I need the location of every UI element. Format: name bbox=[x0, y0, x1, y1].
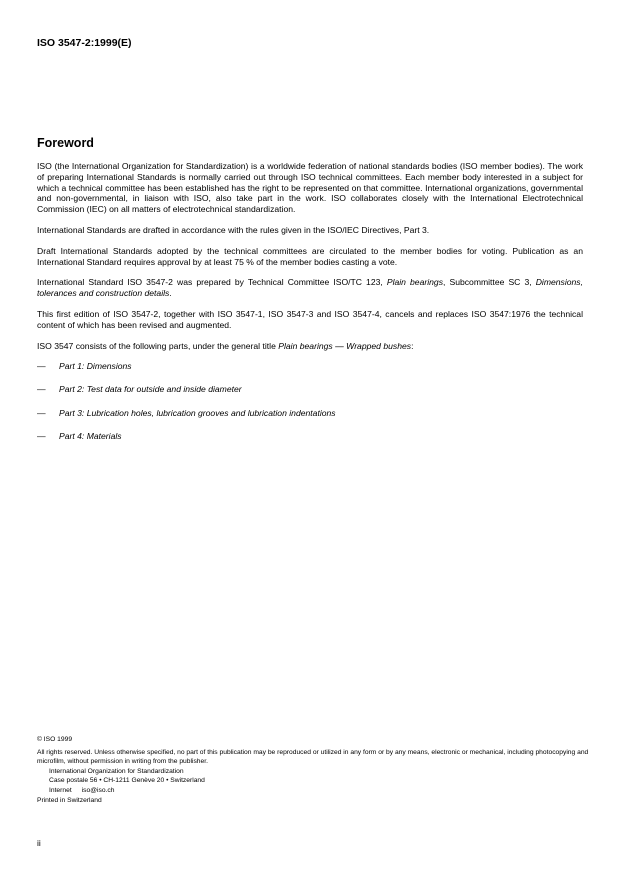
part-label: Part 2: Test data for outside and inside diameter bbox=[59, 384, 242, 395]
list-item bbox=[37, 384, 583, 395]
page-number: ii bbox=[37, 838, 41, 848]
paragraph-iso-overview: ISO (the International Organization for Standardization) is a worldwide federation of national standards bodies (ISO member bodies). The work of preparing International Standards is normally carried out through ISO technical committees. Each member body interested in a subject for which a technical committee has been established has the right to be represented on that committee. International organizations, governmental and non-governmental, in liaison with ISO, also take part in the work. ISO collaborates closely with the International Electrotechnical Commission (IEC) on all matters of electrotechnical standardization. bbox=[37, 161, 583, 215]
paragraph-edition: This first edition of ISO 3547-2, together with ISO 3547-1, ISO 3547-3 and ISO 3547-4, cancels and replaces ISO 3547:1976 the technical content of which has been revised and augmented. bbox=[37, 308, 583, 330]
email-address: iso@iso.ch bbox=[81, 786, 115, 794]
list-item bbox=[37, 431, 583, 442]
prepared-by-text: International Standard ISO 3547-2 was prepared by Technical Committee ISO/TC 123, bbox=[37, 277, 387, 288]
em-dash-bullet: — bbox=[37, 430, 46, 441]
part-label: Part 4: Materials bbox=[59, 430, 122, 441]
copyright-footer bbox=[37, 735, 597, 805]
list-item bbox=[37, 408, 583, 419]
rights-statement: All rights reserved. Unless otherwise specified, no part of this publication may be reproduced or utilized in any form or by any means, electronic or mechanical, including photocopying and microfilm, without permission in writing from the publisher. bbox=[37, 748, 589, 766]
postal-address: Case postale 56 • CH-1211 Genève 20 • Switzerland bbox=[49, 777, 205, 785]
copyright-line: © ISO 1999 bbox=[37, 736, 73, 743]
subcommittee-title: Dimensions, tolerances and construction details bbox=[37, 277, 583, 299]
paragraph-parts-intro bbox=[37, 341, 583, 352]
colon: : bbox=[411, 340, 414, 351]
subcommittee-text: , Subcommittee SC 3, bbox=[443, 277, 536, 288]
paragraph-voting: Draft International Standards adopted by the technical committees are circulated to the member bodies for voting. Publication as an International Standard requires approval by at least 75 % of the member bodies casting a vote. bbox=[37, 245, 583, 267]
paragraph-prepared-by bbox=[37, 277, 583, 299]
part-label: Part 3: Lubrication holes, lubrication grooves and lubrication indentations bbox=[59, 407, 336, 418]
page-title: Foreword bbox=[37, 136, 94, 150]
organization-name: International Organization for Standardization bbox=[49, 767, 184, 775]
list-item bbox=[37, 361, 583, 372]
general-title: Plain bearings — Wrapped bushes bbox=[278, 340, 412, 351]
em-dash-bullet: — bbox=[37, 361, 46, 372]
committee-title: Plain bearings bbox=[386, 277, 443, 288]
paragraph-directives: International Standards are drafted in accordance with the rules given in the ISO/IEC Directives, Part 3. bbox=[37, 224, 430, 235]
parts-list bbox=[37, 361, 583, 441]
internet-contact bbox=[37, 786, 597, 796]
period: . bbox=[169, 288, 172, 299]
internet-label: Internet bbox=[49, 786, 72, 794]
printed-in: Printed in Switzerland bbox=[37, 796, 102, 804]
parts-intro-text: ISO 3547 consists of the following parts, under the general title bbox=[37, 340, 279, 351]
document-id-header: ISO 3547-2:1999(E) bbox=[37, 37, 132, 49]
em-dash-bullet: — bbox=[37, 407, 46, 418]
em-dash-bullet: — bbox=[37, 384, 46, 395]
foreword-body bbox=[37, 161, 583, 454]
part-label: Part 1: Dimensions bbox=[59, 361, 132, 372]
